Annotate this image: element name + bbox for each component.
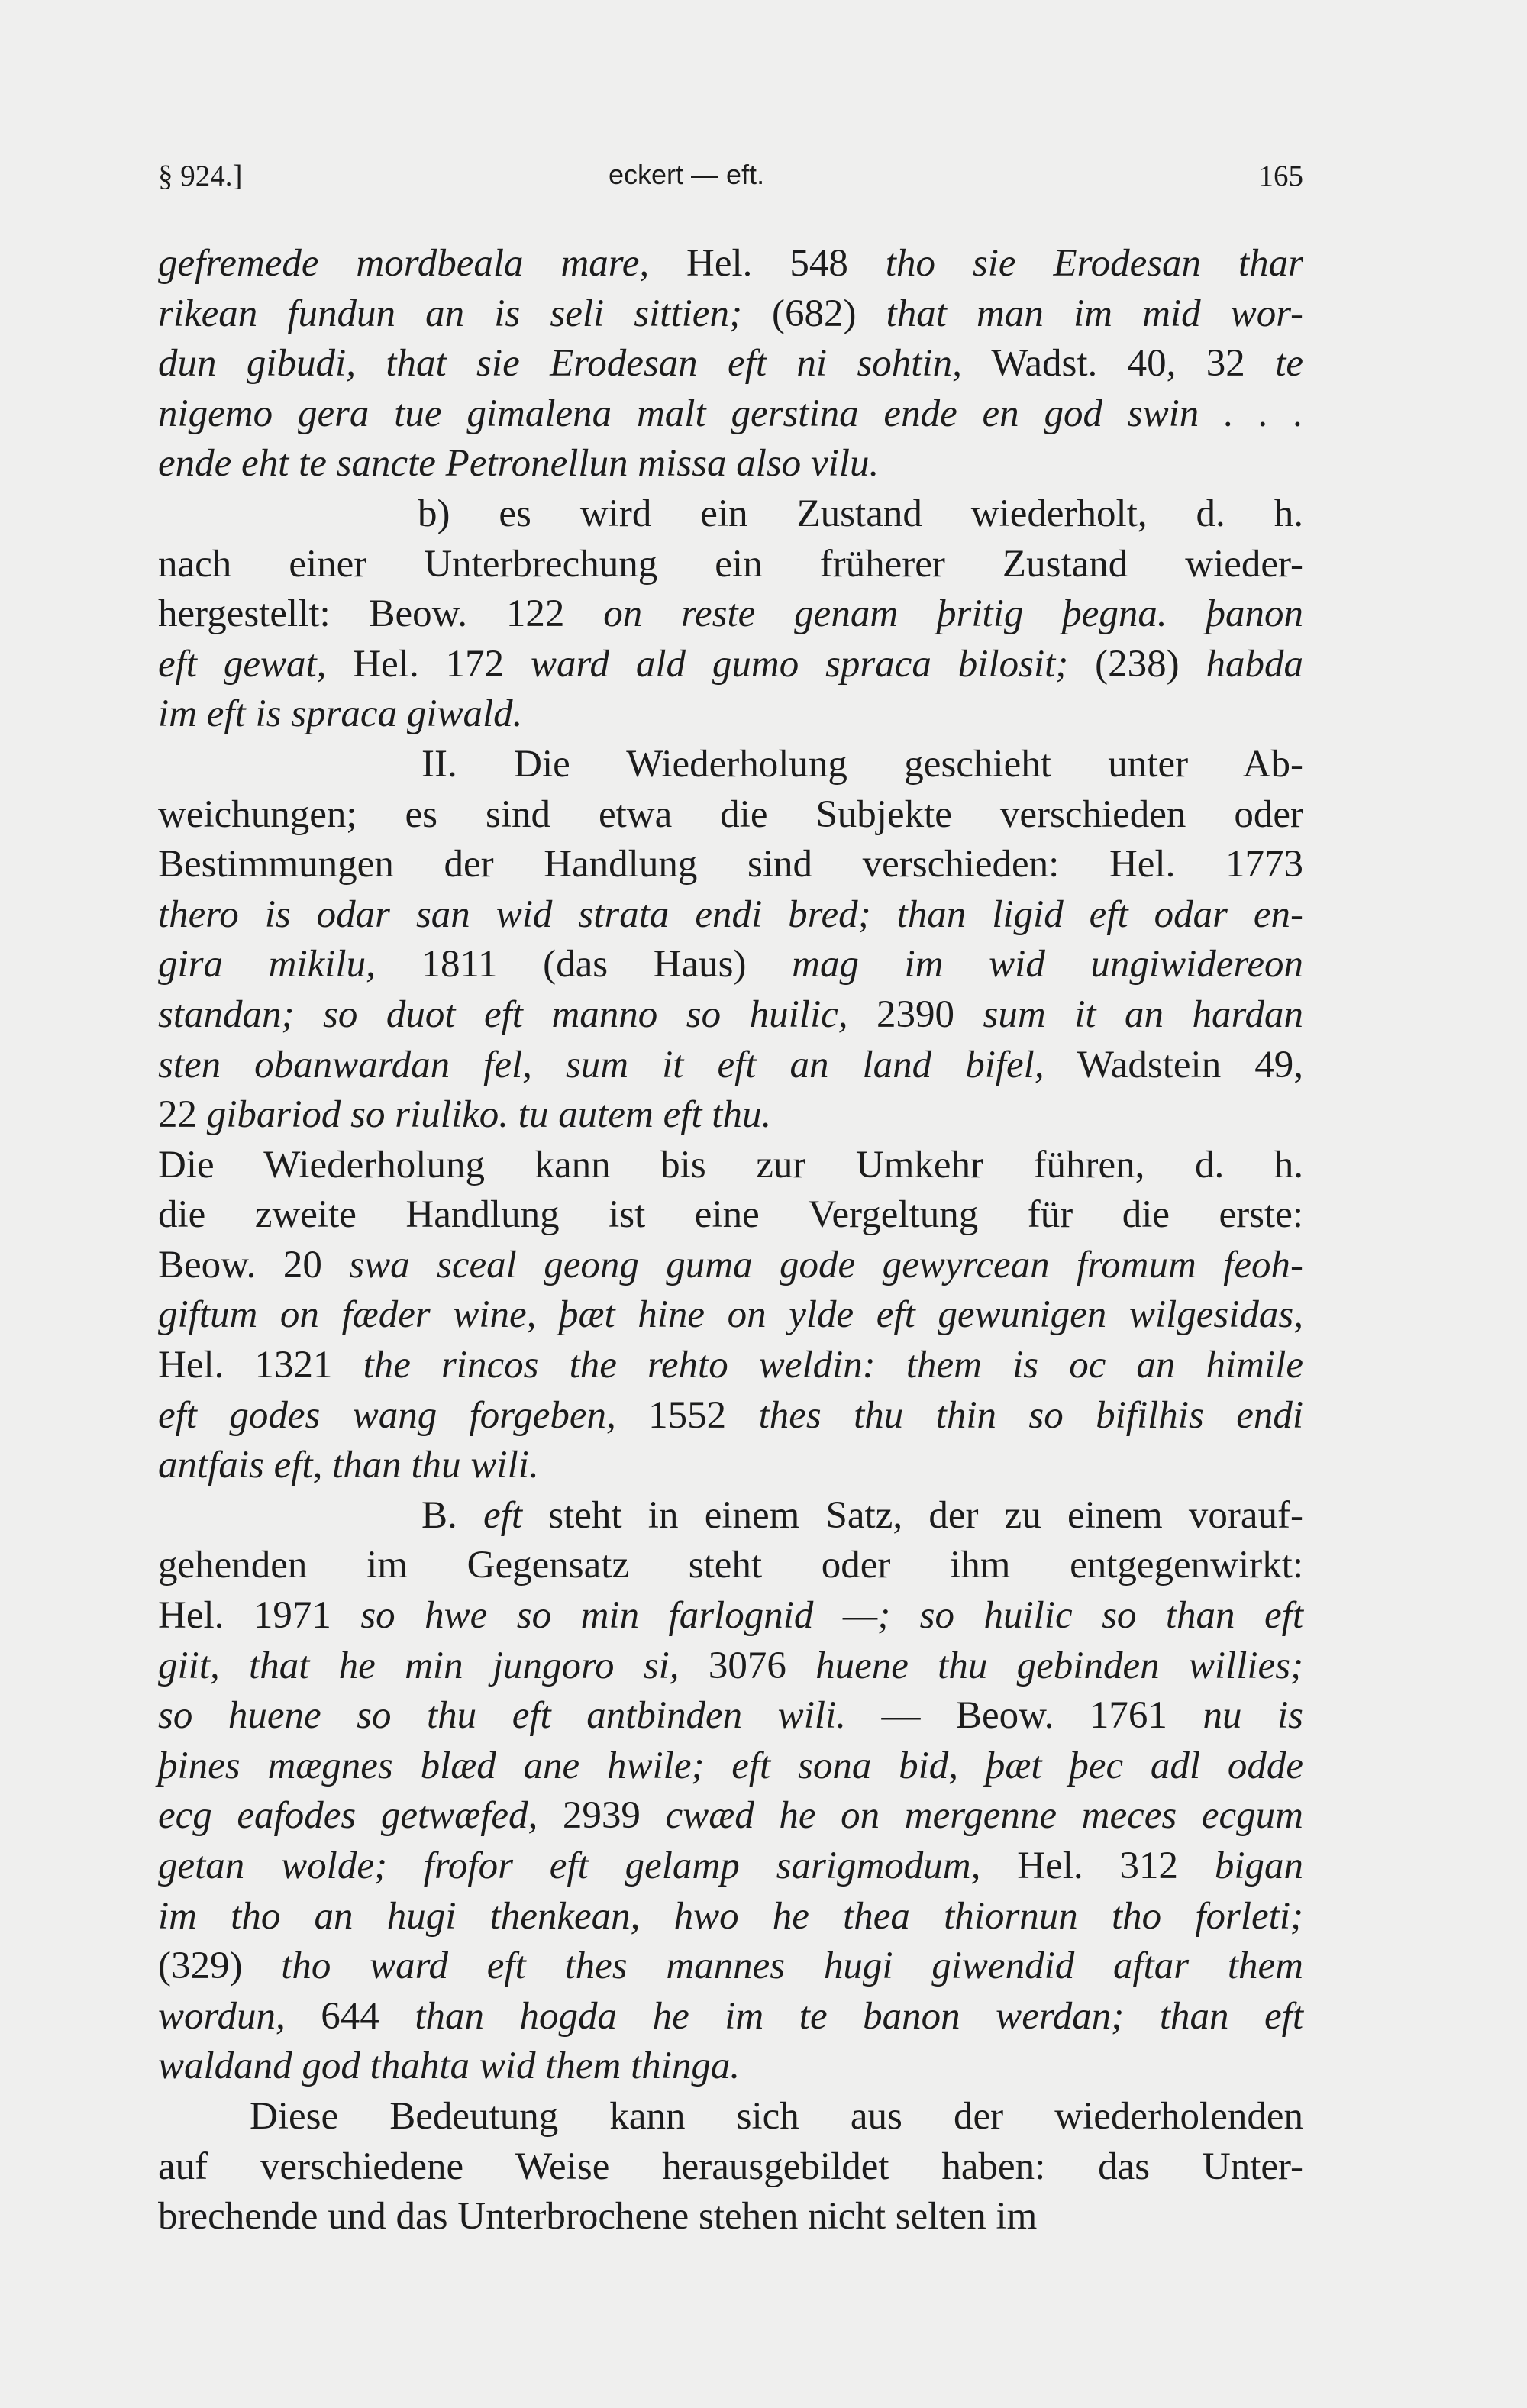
text-run: 2939: [538, 1794, 666, 1838]
paragraph: [158, 239, 1303, 489]
text-line: [158, 1090, 1303, 1141]
text-line: [158, 1441, 1303, 1491]
italic-quotation: getan wolde; frofor eft gelamp sarigmodum,: [158, 1845, 981, 1887]
text-line: [158, 790, 1303, 841]
text-run: brechende und das Unterbrochene stehen nicht selten im: [158, 2195, 1038, 2239]
italic-quotation: dun gibudi, that sie Erodesan eft ni sohtin,: [158, 342, 962, 386]
text-run: auf verschiedene Weise herausgebildet haben: das Unter-: [158, 2145, 1303, 2188]
body-text: [158, 239, 1303, 2242]
text-run: Hel. 312: [980, 1845, 1215, 1887]
italic-quotation: gira mikilu,: [158, 943, 376, 986]
text-run: B.: [421, 1493, 484, 1537]
text-line: [158, 1641, 1303, 1692]
paragraph: [158, 1141, 1303, 1491]
italic-quotation: so huene so thu eft antbinden wili.: [158, 1694, 846, 1738]
text-line: [158, 289, 1303, 340]
text-run: 3076: [679, 1644, 816, 1687]
section-reference: § 924.]: [158, 160, 243, 192]
text-run: Hel. 548: [649, 242, 886, 285]
italic-quotation: giftum on fæder wine, þæt hine on ylde eft gewunigen wilgesidas,: [158, 1293, 1303, 1337]
text-line: [158, 1591, 1303, 1641]
text-line: [158, 1241, 1303, 1291]
text-line: [158, 1290, 1303, 1341]
text-run: 644: [285, 1994, 415, 2038]
text-run: Wadstein 49,: [1044, 1043, 1303, 1086]
text-run: — Beow. 1761: [845, 1694, 1203, 1738]
text-line: [158, 689, 1303, 740]
text-line: [158, 940, 1303, 990]
italic-quotation: eft godes wang forgeben,: [158, 1393, 616, 1437]
text-run: (329): [158, 1945, 282, 1988]
italic-quotation: eft gewat,: [158, 642, 327, 686]
text-run: 1552: [615, 1393, 759, 1437]
text-line: [158, 2042, 1303, 2092]
italic-quotation: mag im wid ungiwidereon: [792, 943, 1303, 986]
italic-quotation: eft: [483, 1493, 522, 1537]
text-run: Wadst. 40, 32: [961, 342, 1276, 386]
text-line: [158, 439, 1303, 489]
text-line: [158, 1541, 1303, 1591]
text-run: Beow. 20: [158, 1243, 350, 1286]
italic-quotation: gefremede mordbeala mare,: [158, 242, 650, 285]
text-line: [158, 640, 1303, 690]
text-line: [158, 489, 1303, 540]
text-line: [158, 1992, 1303, 2042]
text-run: Die Wiederholung kann bis zur Umkehr führen, d. h.: [158, 1143, 1303, 1186]
text-run: Hel. 1321: [158, 1344, 363, 1387]
text-line: [158, 1892, 1303, 1942]
text-line: [158, 1842, 1303, 1892]
text-line: [158, 1741, 1303, 1792]
italic-quotation: than hogda he im te banon werdan; than eft: [415, 1994, 1303, 2038]
text-run: Hel. 1971: [158, 1594, 361, 1638]
paragraph: [158, 740, 1303, 1141]
text-line: [158, 2192, 1303, 2242]
text-line: [158, 339, 1303, 389]
text-line: [158, 1391, 1303, 1441]
text-line: [158, 1942, 1303, 1992]
italic-quotation: giit, that he min jungoro si,: [158, 1644, 680, 1687]
text-run: (682): [741, 292, 886, 335]
text-run: die zweite Handlung ist eine Vergeltung für die erste:: [158, 1193, 1303, 1237]
text-run: b) es wird ein Zustand wiederholt, d. h.: [418, 492, 1303, 535]
italic-quotation: antfais eft, than thu wili.: [158, 1444, 539, 1487]
header-title: eckert — eft.: [609, 159, 765, 190]
italic-quotation: nigemo gera tue gimalena malt gerstina ende en god swin . . .: [158, 392, 1303, 435]
italic-quotation: im eft is spraca giwald.: [158, 692, 523, 736]
italic-quotation: swa sceal geong guma gode gewyrcean fromum feoh-: [349, 1243, 1303, 1286]
text-line: [158, 2142, 1303, 2193]
italic-quotation: sten obanwardan fel, sum it eft an land bifel,: [158, 1043, 1044, 1086]
running-header: [158, 159, 1303, 205]
text-run: II. Die Wiederholung geschieht unter Ab-: [421, 742, 1303, 786]
text-run: 2390: [847, 993, 983, 1036]
italic-quotation: sum it an hardan: [983, 993, 1303, 1036]
text-line: [158, 389, 1303, 440]
text-run: (238): [1068, 642, 1206, 686]
text-run: nach einer Unterbrechung ein früherer Zustand wieder-: [158, 542, 1303, 586]
paragraph: [158, 489, 1303, 740]
italic-quotation: gibariod so riuliko. tu autem eft thu.: [206, 1093, 772, 1137]
text-line: [158, 1691, 1303, 1741]
italic-quotation: huene thu gebinden willies;: [815, 1644, 1304, 1687]
italic-quotation: þines mægnes blæd ane hwile; eft sona bid, þæt þec adl odde: [158, 1744, 1303, 1787]
text-run: steht in einem Satz, der zu einem vorauf-: [522, 1493, 1303, 1537]
text-line: [158, 2092, 1303, 2142]
page-number: 165: [1258, 160, 1303, 192]
paragraph: [158, 2092, 1303, 2242]
italic-quotation: waldand god thahta wid them thinga.: [158, 2045, 741, 2088]
text-line: [158, 540, 1303, 590]
text-line: [158, 1190, 1303, 1241]
text-line: [158, 589, 1303, 640]
italic-quotation: ende eht te sancte Petronellun missa also vilu.: [158, 442, 880, 486]
text-run: weichungen; es sind etwa die Subjekte verschieden oder: [158, 792, 1303, 836]
text-line: [158, 890, 1303, 941]
text-run: 1811 (das Haus): [375, 943, 793, 986]
italic-quotation: te: [1275, 342, 1303, 386]
text-line: [158, 1341, 1303, 1391]
italic-quotation: on reste genam þritig þegna. þanon: [603, 592, 1304, 636]
text-line: [158, 740, 1303, 790]
italic-quotation: cwæd he on mergenne meces ecgum: [665, 1794, 1303, 1838]
text-run: Hel. 172: [326, 642, 531, 686]
italic-quotation: thero is odar san wid strata endi bred; than ligid eft odar en-: [158, 893, 1303, 936]
italic-quotation: tho sie Erodesan thar: [885, 242, 1304, 285]
text-line: [158, 1791, 1303, 1842]
text-line: [158, 1041, 1303, 1091]
italic-quotation: that man im mid wor-: [886, 292, 1303, 335]
text-line: [158, 990, 1303, 1041]
text-run: Bestimmungen der Handlung sind verschieden: Hel. 1773: [158, 843, 1303, 886]
italic-quotation: nu is: [1203, 1694, 1303, 1738]
italic-quotation: the rincos the rehto weldin: them is oc an himile: [363, 1344, 1303, 1387]
italic-quotation: so hwe so min farlognid —; so huilic so than eft: [360, 1594, 1303, 1638]
text-line: [158, 239, 1303, 289]
italic-quotation: im tho an hugi thenkean, hwo he thea thiornun tho forleti;: [158, 1894, 1303, 1938]
italic-quotation: tho ward eft thes mannes hugi giwendid aftar them: [281, 1945, 1303, 1988]
text-line: [158, 1141, 1303, 1191]
italic-quotation: ward ald gumo spraca bilosit;: [530, 642, 1069, 686]
italic-quotation: wordun,: [158, 1994, 286, 2038]
italic-quotation: thes thu thin so bifilhis endi: [758, 1393, 1304, 1437]
text-line: [158, 840, 1303, 890]
italic-quotation: bigan: [1214, 1845, 1303, 1887]
text-line: [158, 1491, 1303, 1541]
italic-quotation: rikean fundun an is seli sittien;: [158, 292, 742, 335]
paragraph: [158, 1491, 1303, 2092]
text-run: Diese Bedeutung kann sich aus der wiederholenden: [250, 2094, 1303, 2138]
text-run: hergestellt: Beow. 122: [158, 592, 604, 636]
text-run: gehenden im Gegensatz steht oder ihm entgegenwirkt:: [158, 1544, 1303, 1587]
italic-quotation: ecg eafodes getwæfed,: [158, 1794, 538, 1838]
text-run: 22: [158, 1093, 207, 1137]
italic-quotation: standan; so duot eft manno so huilic,: [158, 993, 848, 1036]
italic-quotation: habda: [1206, 642, 1304, 686]
